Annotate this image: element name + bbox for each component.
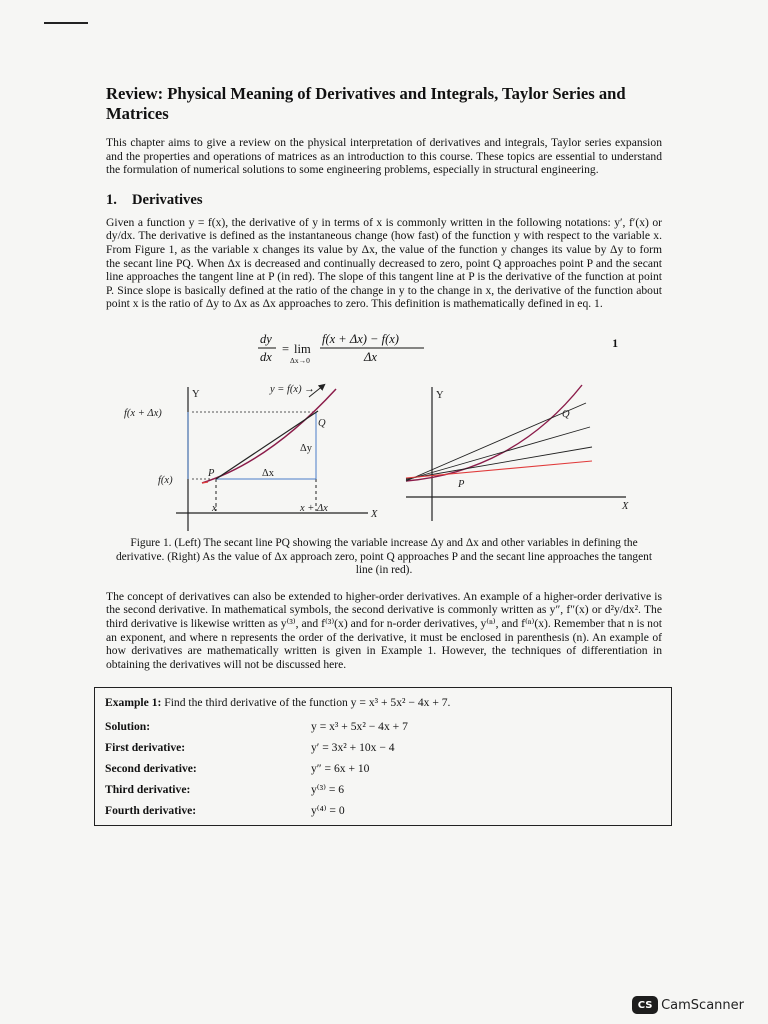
delta-x-label: Δx [262,467,275,479]
example-row-label: Third derivative: [105,783,191,797]
figure-1 [106,381,662,531]
left-x-label: X [371,508,378,520]
right-point-p-label: P [458,478,465,490]
equation-number: 1 [612,336,618,350]
example-box [94,687,672,826]
example-row-label: Second derivative: [105,762,197,776]
eq-lhs-numerator: dy [260,331,272,346]
x-tick-label: x [212,502,217,514]
example-row-label: Solution: [105,720,151,734]
example-row [105,716,661,737]
example-title [105,696,661,710]
example-row [105,779,661,800]
derivative-paragraph: Given a function y = f(x), the derivative of y in terms of x is commonly written in the following notations: y′, f′(x) or dy/dx. The derivative is defined as the instantaneous change (how fast) of the function y with respect to the variable x. From Figure 1, as the variable x changes its value by Δx, the value of the function y changes its value by Δy to form the secant line PQ. When Δx is decreased and continually decreased to zero, point Q approaches point P and the secant line approaches the tangent line at P (in red). The slope of this tangent line at P is the derivative of the function at point P. Since slope is basically defined at the ratio of the change in y to the change in x, the derivative of the function about point x is the ratio of Δy to Δx as Δx approaches to zero. This definition is mathematically defined in eq. 1. [106,215,662,311]
section-title: Derivatives [132,191,203,208]
eq-lhs-denominator: dx [260,349,272,364]
eq-rhs-numerator: f(x + Δx) − f(x) [322,331,399,346]
example-row-label: First derivative: [105,741,186,755]
example-row [105,758,661,779]
fxdx-label: f(x + Δx) [124,407,162,419]
example-row-value: y″ = 6x + 10 [311,762,370,776]
camscanner-text: CamScanner [661,997,744,1013]
example-row [105,800,661,821]
example-row-value: y′ = 3x² + 10x − 4 [311,741,395,755]
example-label: Example 1: [105,696,162,710]
secant-line-2 [406,427,590,480]
camscanner-logo: CS [632,996,658,1014]
example-row-value: y⁽³⁾ = 6 [311,783,345,797]
camscanner-watermark [632,996,744,1014]
delta-y-label: Δy [300,442,313,454]
curve-label: y = f(x) → [270,383,315,395]
example-question: Find the third derivative of the function y = x³ + 5x² − 4x + 7. [161,696,451,710]
point-q-label: Q [318,417,326,429]
x-dx-tick-label: x + Δx [300,502,328,514]
equation-1 [106,327,662,371]
right-point-q-label: Q [562,408,570,420]
example-row-value: y = x³ + 5x² − 4x + 7 [311,720,408,734]
page-title: Review: Physical Meaning of Derivatives and Integrals, Taylor Series and Matrices [106,84,626,123]
intro-paragraph: This chapter aims to give a review on the physical interpretation of derivatives and integrals, Taylor series expansion and the properties and operations of matrices as an introduction to this course. These topics are essential to understand the formulation of numerical solutions to some engineering problems, especially in structural engineering. [106,136,662,177]
right-y-label: Y [436,389,444,401]
limit-equation [252,327,452,371]
eq-equals: = [282,341,290,356]
higher-order-paragraph: The concept of derivatives can also be extended to higher-order derivatives. An example of a higher-order derivative is the second derivative. In mathematical symbols, the second derivative is commonly written as y″, f″(x) or d²y/dx². The third derivative is likewise written as y⁽³⁾, and f⁽³⁾(x) and for n-order derivatives, y⁽ⁿ⁾, and f⁽ⁿ⁾(x). Remember that n is not an exponent, and where n represents the order of the derivative, it must be enclosed in parenthesis (n). An example of how derivatives are mathematically written is given in Example 1. However, the techniques of differentiation in obtaining the derivatives will not be discussed here. [106,589,662,671]
example-row-value: y⁽⁴⁾ = 0 [311,804,345,818]
top-rule [44,22,88,24]
figure-caption: Figure 1. (Left) The secant line PQ showing the variable increase Δy and Δx and other variables in defining the derivative. (Right) As the value of Δx approach zero, point Q approaches P and the secant line approaches the tangent line (in red). [115,536,653,577]
section-heading [106,191,662,209]
right-x-label: X [622,500,629,512]
eq-rhs-denominator: Δx [364,349,377,364]
document-page [106,84,662,826]
tangent-line [406,461,592,478]
eq-lim-sub: Δx→0 [290,355,310,365]
example-row [105,737,661,758]
example-row-label: Fourth derivative: [105,804,197,818]
section-number: 1. [106,191,117,208]
point-p-label: P [208,467,215,479]
right-panel [406,385,626,521]
figure-1-graphic [106,381,662,531]
left-y-label: Y [192,388,200,400]
eq-lim: lim [294,341,311,356]
left-panel [176,385,368,531]
fx-label: f(x) [158,474,173,486]
